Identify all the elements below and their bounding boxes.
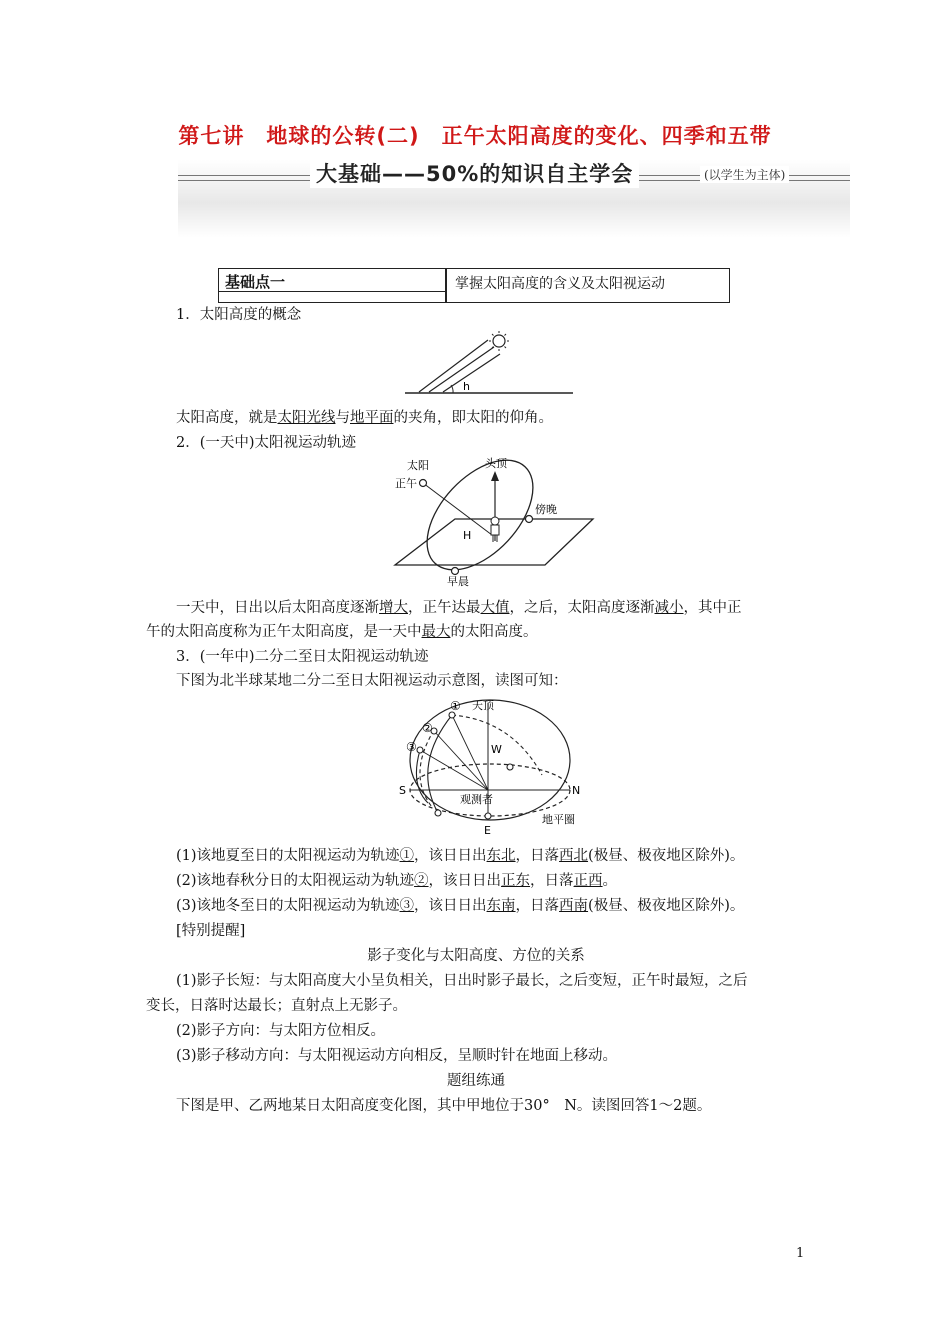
section3-item3: (3)该地冬至日的太阳视运动为轨迹③，该日日出东南，日落西南(极昼、极夜地区除外)。 <box>176 898 745 914</box>
label-track-1: ① <box>450 699 461 713</box>
annual-sun-path-figure <box>392 695 592 840</box>
sun-altitude-figure <box>405 330 575 400</box>
section3-heading: 3．(一年中)二分二至日太阳视运动轨迹 <box>176 649 429 665</box>
section2-line1: 一天中，日出以后太阳高度逐渐增大，正午达最大值，之后，太阳高度逐渐减小，其中正 <box>176 600 742 616</box>
section3-item1: (1)该地夏至日的太阳视运动为轨迹①，该日日出东北，日落西北(极昼、极夜地区除外)。 <box>176 848 745 864</box>
knowledge-label-box <box>218 268 446 303</box>
banner-subtitle: (以学生为主体) <box>700 166 789 183</box>
daily-sun-path-figure <box>385 455 600 587</box>
label-zenith: 头顶 <box>485 457 507 470</box>
answer-largest: 最大 <box>421 624 451 640</box>
morning-sun-dot <box>452 568 459 575</box>
label-east: E <box>484 824 491 837</box>
label-track-2: ② <box>422 721 433 735</box>
answer-increase: 增大 <box>379 600 408 616</box>
answer-sun-rays: 太阳光线 <box>277 410 336 426</box>
section1-heading: 1．太阳高度的概念 <box>176 307 302 323</box>
knowledge-topic: 掌握太阳高度的含义及太阳视运动 <box>446 268 730 303</box>
sun-dot-3 <box>417 747 423 753</box>
section3-item2: (2)该地春秋分日的太阳视运动为轨迹②，该日日出正东，日落正西。 <box>176 873 618 889</box>
sun-dot-4 <box>507 764 513 770</box>
label-track-3: ③ <box>406 740 417 754</box>
reminder-point1-line2: 变长，日落时达最长；直射点上无影子。 <box>146 998 407 1014</box>
reminder-label: [特别提醒] <box>176 923 246 939</box>
knowledge-label-header <box>219 269 445 292</box>
label-west: W <box>491 743 502 756</box>
label-zenith-sky: 天顶 <box>472 699 494 712</box>
section2-heading: 2．(一天中)太阳视运动轨迹 <box>176 435 357 451</box>
zenith-arrow <box>491 471 499 481</box>
label-noon: 正午 <box>395 477 417 490</box>
section2-line2: 午的太阳高度称为正午太阳高度，是一天中最大的太阳高度。 <box>146 624 538 640</box>
page-title: 第七讲 地球的公转(二) 正午太阳高度的变化、四季和五带 <box>178 124 772 148</box>
noon-sun-ray <box>423 483 492 535</box>
section3-intro: 下图为北半球某地二分二至日太阳视运动示意图，读图可知： <box>176 673 568 689</box>
noon-sun-dot <box>420 480 427 487</box>
reminder-point1-line1: (1)影子长短：与太阳高度大小呈负相关，日出时影子最长，之后变短，正午时最短，之后 <box>176 973 748 989</box>
knowledge-label: 基础点一 <box>225 273 286 291</box>
angle-h-label: h <box>463 380 470 393</box>
answer-horizon-plane: 地平面 <box>350 410 394 426</box>
practice-intro: 下图是甲、乙两地某日太阳高度变化图，其中甲地位于30° N。读图回答1～2题。 <box>176 1098 712 1114</box>
label-north: N <box>572 784 581 797</box>
section1-definition: 太阳高度，就是太阳光线与地平面的夹角，即太阳的仰角。 <box>176 410 553 426</box>
banner-title: 大基础——50%的知识自主学会 <box>310 158 639 188</box>
sun-rays <box>419 340 500 392</box>
label-observer: 观测者 <box>460 793 493 806</box>
east-point <box>485 813 491 819</box>
sun-dot-sunrise <box>435 810 441 816</box>
answer-max-value: 大值 <box>480 600 510 616</box>
label-sun: 太阳 <box>407 459 429 472</box>
label-h: H <box>463 529 472 542</box>
label-dusk: 傍晚 <box>535 503 557 516</box>
label-horizon-circle: 地平圈 <box>542 813 575 826</box>
reminder-point2: (2)影子方向：与太阳方位相反。 <box>176 1023 386 1039</box>
practice-title: 题组练通 <box>447 1073 505 1089</box>
reminder-point3: (3)影子移动方向：与太阳视运动方向相反，呈顺时针在地面上移动。 <box>176 1048 618 1064</box>
reminder-title: 影子变化与太阳高度、方位的关系 <box>367 948 585 964</box>
answer-decrease: 减小 <box>654 600 684 616</box>
label-morning: 早晨 <box>447 575 469 587</box>
dusk-sun-dot <box>526 516 533 523</box>
label-south: S <box>399 784 406 797</box>
page-number: 1 <box>796 1246 805 1261</box>
